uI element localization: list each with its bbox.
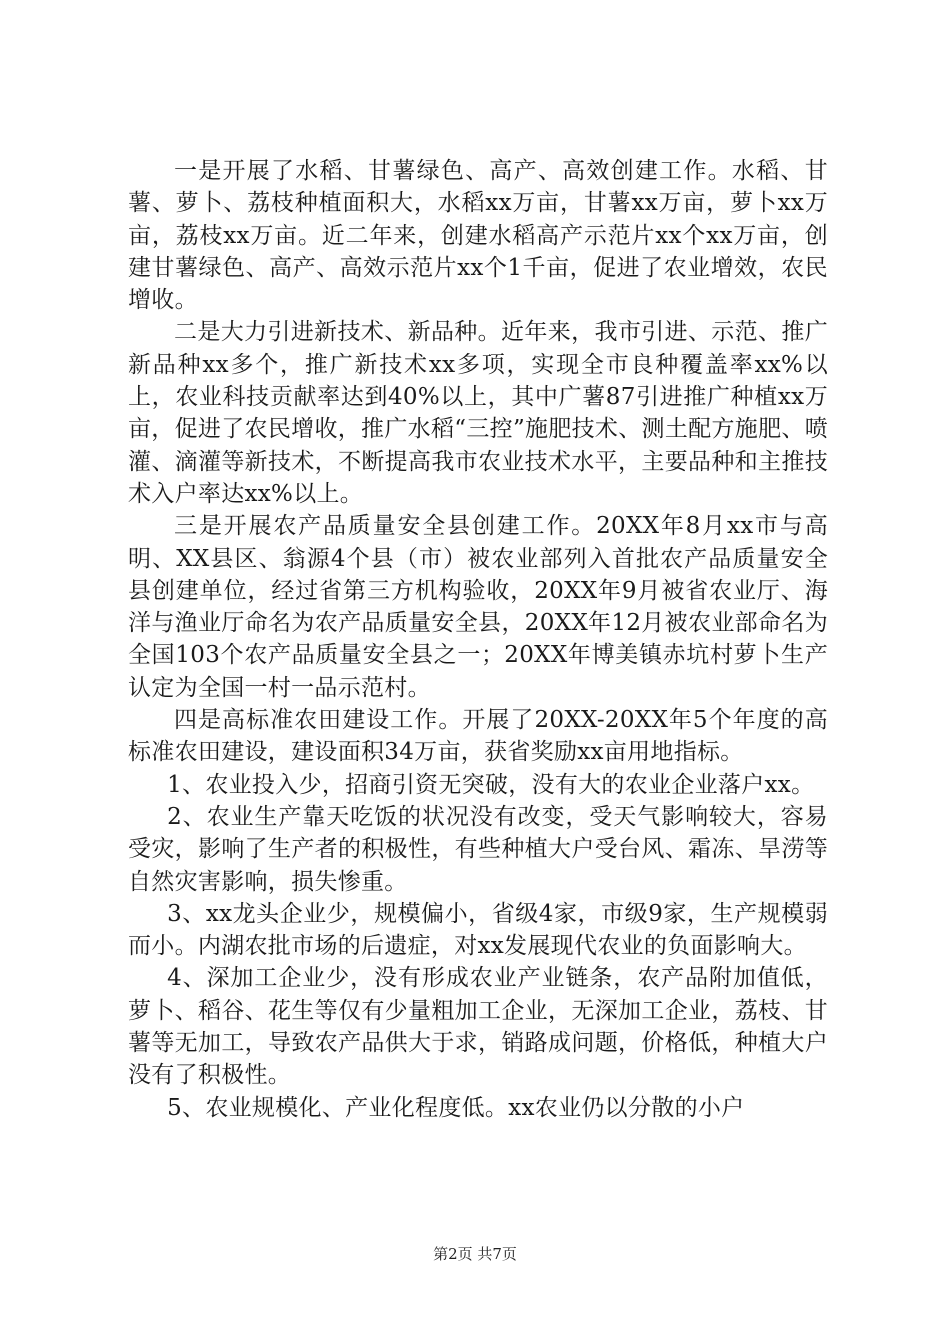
paragraph-issue-4: 4、深加工企业少，没有形成农业产业链条，农产品附加值低，萝卜、稻谷、花生等仅有少量粗加工企业，无深加工企业，荔枝、甘薯等无加工，导致农产品供大于求，销路成问题，价格低，种植大户没有了积极性。	[128, 965, 828, 1089]
paragraph-issue-1: 1、农业投入少，招商引资无突破，没有大的农业企业落户xx。	[167, 771, 815, 798]
page-number-footer: 第2页 共7页	[433, 1245, 517, 1263]
paragraph-farmland-construction: 四是高标准农田建设工作。开展了20XX-20XX年5个年度的高标准农田建设，建设面积34万亩，获省奖励xx亩用地指标。	[128, 707, 828, 766]
paragraph-issue-5: 5、农业规模化、产业化程度低。xx农业仍以分散的小户	[167, 1094, 745, 1121]
paragraph-rice-sweet-potato: 一是开展了水稻、甘薯绿色、高产、高效创建工作。水稻、甘薯、萝卜、荔枝种植面积大，水稻xx万亩，甘薯xx万亩，萝卜xx万亩，荔枝xx万亩。近二年来，创建水稻高产示范片xx个xx万亩，创建甘薯绿色、高产、高效示范片xx个1千亩，促进了农业增效，农民增收。	[128, 158, 828, 314]
paragraph-issue-2: 2、农业生产靠天吃饭的状况没有改变，受天气影响较大，容易受灾，影响了生产者的积极性，有些种植大户受台风、霜冻、旱涝等自然灾害影响，损失惨重。	[128, 803, 828, 895]
paragraph-new-technology: 二是大力引进新技术、新品种。近年来，我市引进、示范、推广新品种xx多个，推广新技术xx多项，实现全市良种覆盖率xx%以上，农业科技贡献率达到40%以上，其中广薯87引进推广种植xx万亩，促进了农民增收，推广水稻“三控”施肥技术、测土配方施肥、喷灌、滴灌等新技术，不断提高我市农业技术水平，主要品种和主推技术入户率达xx%以上。	[128, 319, 828, 507]
paragraph-quality-safety: 三是开展农产品质量安全县创建工作。20XX年8月xx市与高明、XX县区、翁源4个县（市）被农业部列入首批农产品质量安全县创建单位，经过省第三方机构验收，20XX年9月被省农业厅、海洋与渔业厅命名为农产品质量安全县，20XX年12月被农业部命名为全国103个农产品质量安全县之一；20XX年博美镇赤坑村萝卜生产认定为全国一村一品示范村。	[128, 513, 828, 701]
paragraph-issue-3: 3、xx龙头企业少，规模偏小，省级4家，市级9家，生产规模弱而小。内湖农批市场的后遗症，对xx发展现代农业的负面影响大。	[128, 900, 828, 960]
document-body	[128, 155, 828, 1124]
